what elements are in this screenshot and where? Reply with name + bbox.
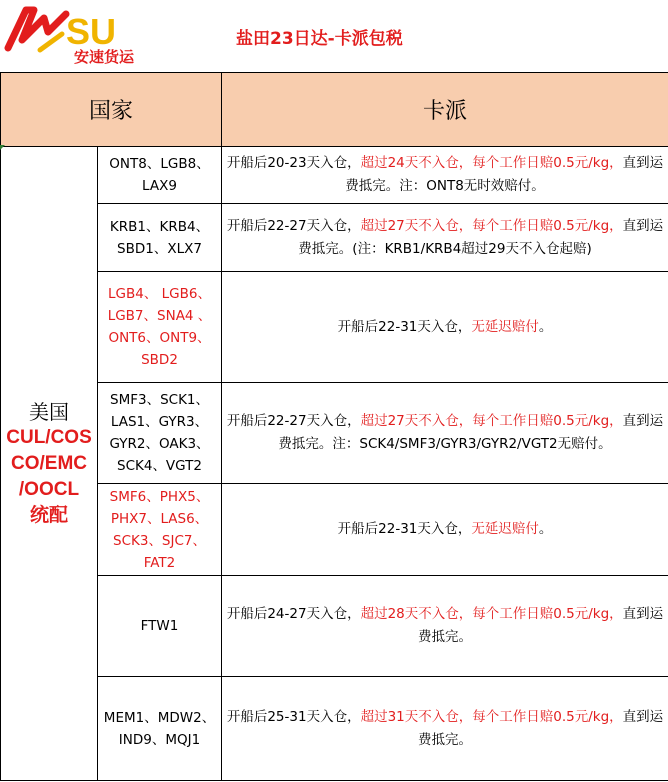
page-header [0, 0, 668, 72]
header-delivery: 卡派 [222, 73, 668, 147]
carrier-line: CUL/COS [6, 426, 92, 448]
table-row [1, 204, 668, 272]
table-row [1, 677, 668, 781]
delivery-cell: 开船后25-31天入仓，超过31天不入仓，每个工作日赔0.5元/kg，直到运费抵完。 [222, 677, 668, 781]
delivery-cell: 开船后24-27天入仓，超过28天不入仓，每个工作日赔0.5元/kg，直到运费抵完。 [222, 576, 668, 677]
delivery-cell: 开船后20-23天入仓，超过24天不入仓，每个工作日赔0.5元/kg，直到运费抵完。注：ONT8无时效赔付。 [222, 147, 668, 204]
delivery-cell: 开船后22-31天入仓，无延迟赔付。 [222, 484, 668, 576]
table-row [1, 147, 668, 204]
page-title: 盐田23日达-卡派包税 [236, 29, 403, 49]
carrier-line: /OOCL [18, 478, 80, 500]
delivery-cell: 开船后22-27天入仓，超过27天不入仓，每个工作日赔0.5元/kg，直到运费抵完。注：SCK4/SMF3/GYR3/GYR2/VGT2无赔付。 [222, 383, 668, 484]
header-country: 国家 [1, 73, 222, 147]
ansu-logo-icon [4, 4, 204, 66]
cell-comment-marker [0, 145, 5, 150]
table-row [1, 383, 668, 484]
table-row [1, 484, 668, 576]
company-logo [4, 4, 204, 66]
warehouse-cell: ONT8、LGB8、LAX9 [98, 147, 222, 204]
warehouse-cell: LGB4、 LGB6、LGB7、SNA4 、ONT6、ONT9、SBD2 [98, 272, 222, 383]
warehouse-cell: MEM1、MDW2、IND9、MQJ1 [98, 677, 222, 781]
table-row [1, 272, 668, 383]
svg-text:SU: SU [66, 11, 117, 52]
carrier-line: CO/EMC [11, 452, 87, 474]
warehouse-cell: SMF3、SCK1、LAS1、GYR3、GYR2、OAK3、SCK4、VGT2 [98, 383, 222, 484]
delivery-cell: 开船后22-27天入仓，超过27天不入仓，每个工作日赔0.5元/kg，直到运费抵完。(注：KRB1/KRB4超过29天不入仓起赔) [222, 204, 668, 272]
carrier-line: 统配 [29, 504, 68, 526]
table-header-row [1, 73, 668, 147]
pricing-table [0, 72, 668, 781]
country-cell [1, 147, 98, 781]
svg-text:安速货运: 安速货运 [74, 48, 135, 66]
warehouse-cell: SMF6、PHX5、PHX7、LAS6、SCK3、SJC7、FAT2 [98, 484, 222, 576]
table-row [1, 576, 668, 677]
warehouse-cell: KRB1、KRB4、SBD1、XLX7 [98, 204, 222, 272]
country-name: 美国 [29, 399, 69, 424]
delivery-cell: 开船后22-31天入仓，无延迟赔付。 [222, 272, 668, 383]
warehouse-cell: FTW1 [98, 576, 222, 677]
